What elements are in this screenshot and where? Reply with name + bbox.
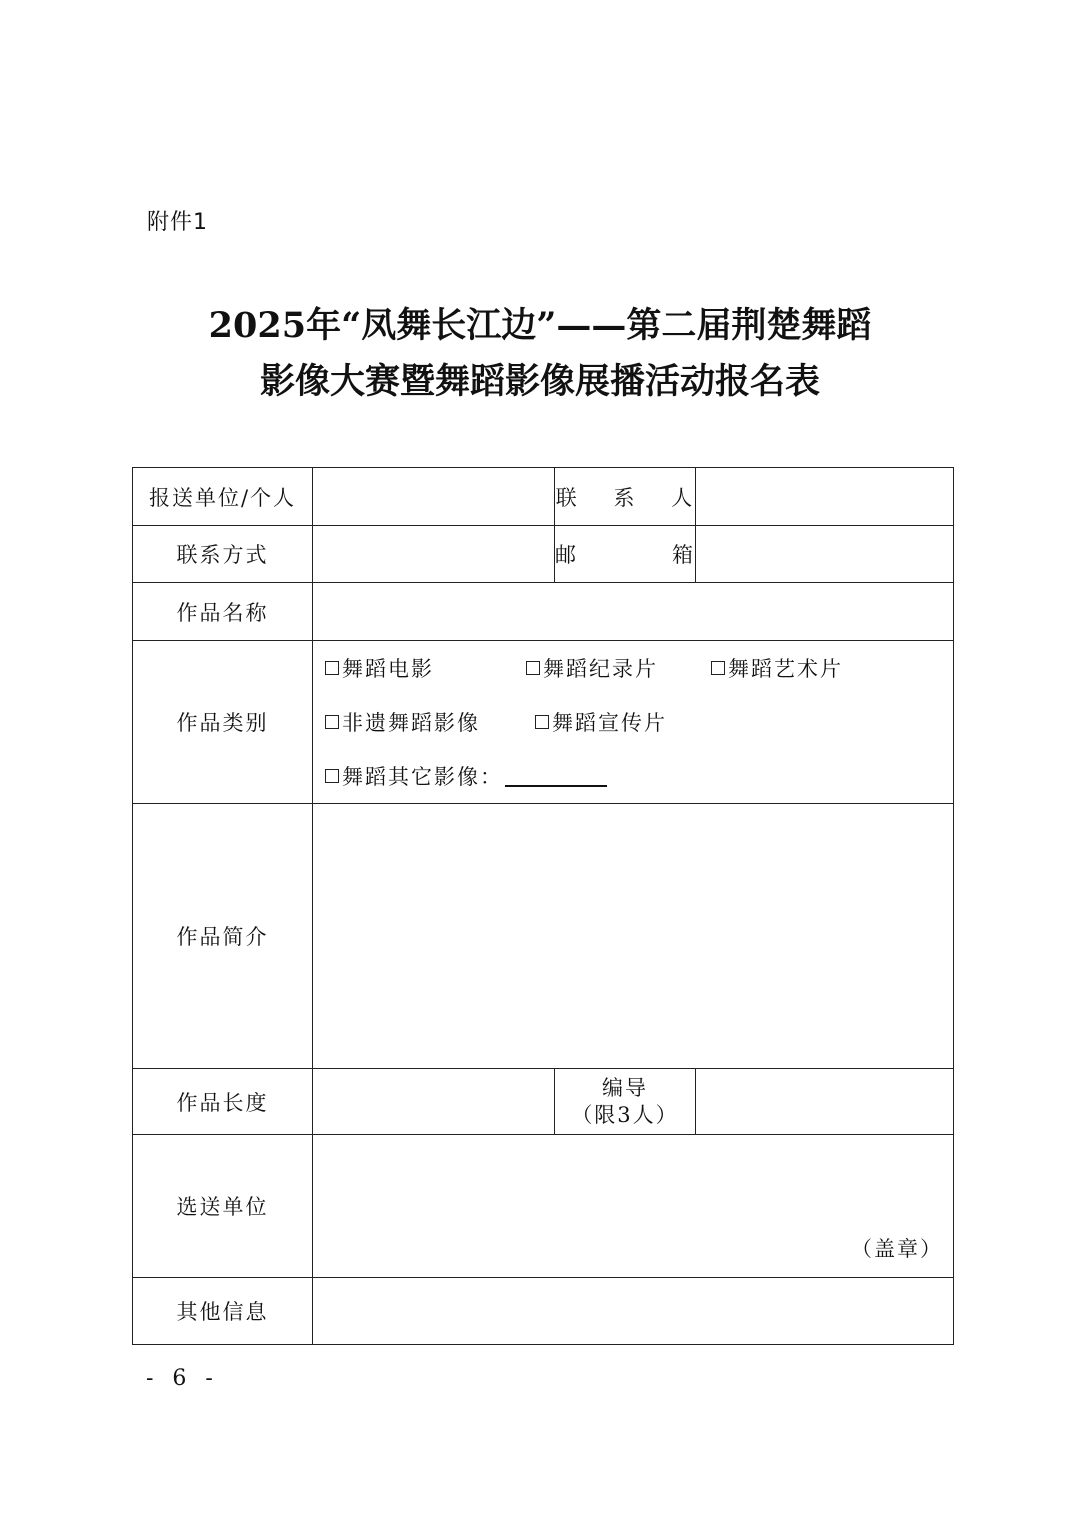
row-length [133,1069,954,1135]
option-dance-documentary[interactable]: 舞蹈纪录片 [526,653,711,683]
intro-label: 作品简介 [133,804,313,1069]
row-other-info [133,1278,954,1345]
work-name-label: 作品名称 [133,583,313,641]
contact-person-field[interactable] [696,468,954,526]
option-heritage-dance[interactable]: 非遗舞蹈影像 [325,707,535,737]
category-label: 作品类别 [133,641,313,804]
registration-form-table [132,467,954,1345]
category-options [313,641,954,804]
row-recommender [133,1135,954,1278]
checkbox-icon[interactable] [526,661,540,675]
checkbox-icon[interactable] [325,769,339,783]
director-label: 编导 （限3人） [555,1069,696,1135]
row-submitter [133,468,954,526]
form-title-line2: 影像大赛暨舞蹈影像展播活动报名表 [259,361,820,402]
checkbox-icon[interactable] [535,715,549,729]
form-title-line1: 2025年“凤舞长江边”——第二届荆楚舞蹈 [208,305,872,346]
row-work-name [133,583,954,641]
checkbox-icon[interactable] [325,661,339,675]
option-dance-film[interactable]: 舞蹈电影 [325,653,526,683]
length-field[interactable] [313,1069,555,1135]
email-field[interactable] [696,526,954,583]
row-intro [133,804,954,1069]
other-info-label: 其他信息 [133,1278,313,1345]
option-dance-art-film[interactable]: 舞蹈艺术片 [711,653,843,683]
checkbox-icon[interactable] [325,715,339,729]
submitter-field[interactable] [313,468,555,526]
option-dance-promo[interactable]: 舞蹈宣传片 [535,707,667,737]
option-other-dance[interactable]: 舞蹈其它影像： [325,761,503,791]
intro-field[interactable] [313,804,954,1069]
other-blank-line[interactable] [505,765,607,787]
other-info-field[interactable] [313,1278,954,1345]
recommender-label: 选送单位 [133,1135,313,1278]
contact-method-field[interactable] [313,526,555,583]
category-row-2 [325,695,953,749]
stamp-note: （盖章） [851,1237,943,1261]
checkbox-icon[interactable] [711,661,725,675]
page-number: - 6 - [146,1366,219,1391]
recommender-field[interactable] [313,1135,954,1278]
contact-method-label: 联系方式 [133,526,313,583]
category-row-3 [325,749,953,803]
category-row-1 [325,641,953,695]
row-contact [133,526,954,583]
email-label: 邮 箱 [555,526,696,583]
contact-person-label: 联 系 人 [555,468,696,526]
submitter-label: 报送单位/个人 [133,468,313,526]
attachment-label: 附件1 [147,210,208,235]
row-category [133,641,954,804]
director-field[interactable] [696,1069,954,1135]
work-name-field[interactable] [313,583,954,641]
length-label: 作品长度 [133,1069,313,1135]
